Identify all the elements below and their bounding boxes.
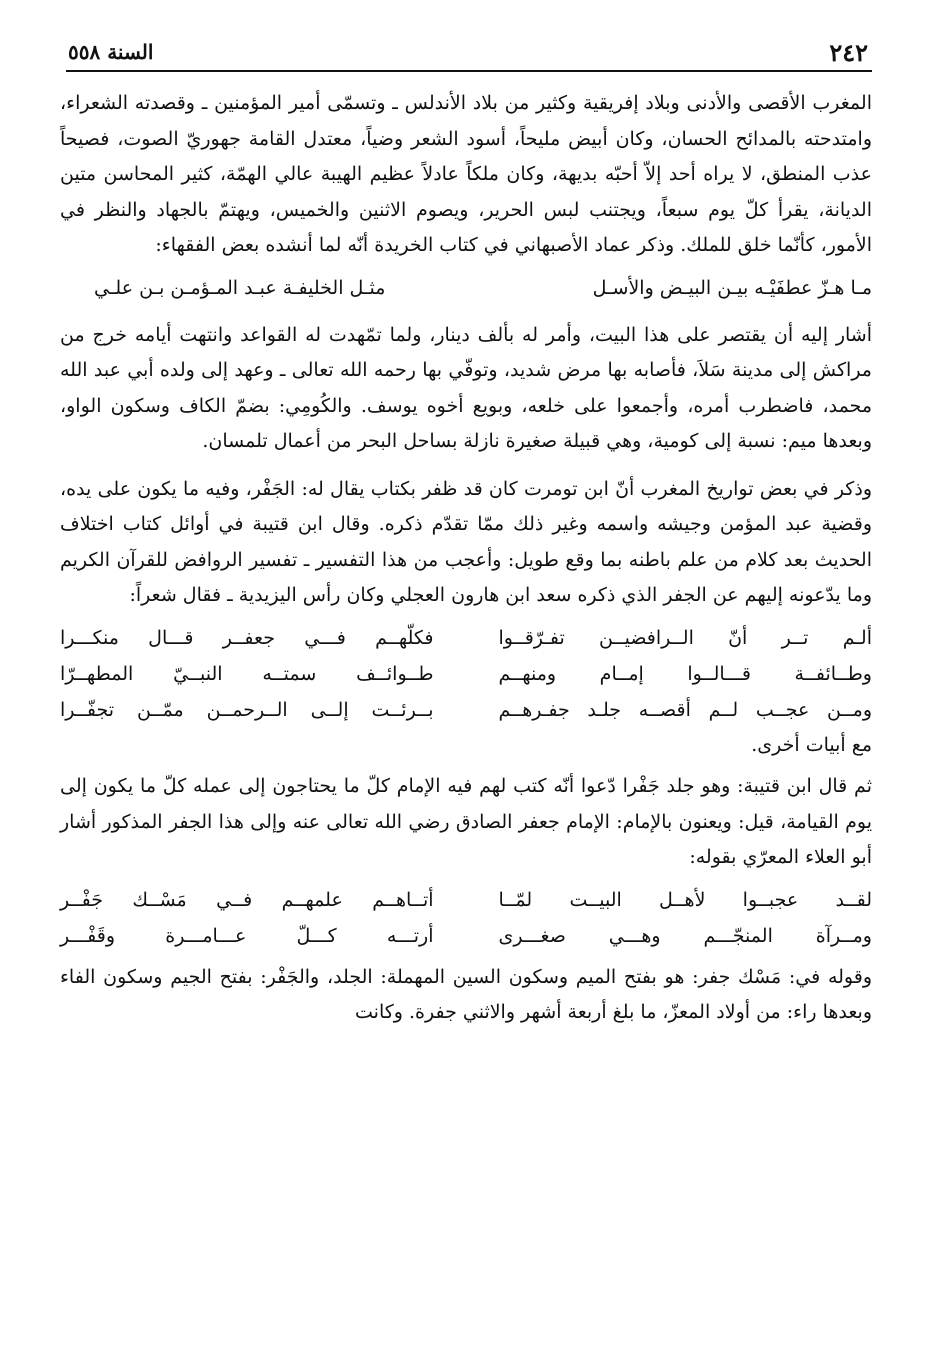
verse-line: [60, 882, 872, 918]
verse-line: [60, 918, 872, 954]
verse-first-hemistich: ومــرآة المنجّـــم وهـــي صغـــرى: [498, 924, 872, 947]
verse-line: [60, 656, 872, 692]
verse-second-hemistich: أتــاهــم علمهــم فــي مَسْــك جَفْــر: [60, 888, 434, 911]
page-header: [66, 36, 872, 72]
verse-line: [60, 620, 872, 656]
year-label: السنة ٥٥٨: [68, 40, 154, 64]
trailing-note: مع أبيات أخرى.: [751, 733, 872, 756]
verse-second-hemistich: طــوائــف سمتــه النبــيّ المطهــرّا: [60, 662, 434, 685]
verse-second-hemistich: فكلّهــم فـــي جعفــر قـــال منكـــرا: [60, 626, 434, 649]
verse-first-hemistich: ومــن عجــب لــم أقصــه جلـد جفـرهــم: [498, 698, 872, 721]
paragraph: وقوله في: مَسْك جفر: هو بفتح الميم وسكون السين المهملة: الجلد، والجَفْر: بفتح الجيم وسكون الفاء وبعدها راء: من أولاد المعزّ، ما بلغ أربعة أشهر والاثني جفرة. وكانت: [60, 965, 872, 1023]
verse-second-hemistich: مثـل الخليفـة عبـد المـؤمـن بـن علـي: [94, 276, 386, 299]
paragraph: أشار إليه أن يقتصر على هذا البيت، وأمر له بألف دينار، ولما تمّهدت له القواعد وانتهت أيامه خرج من مراكش إلى مدينة سَلاَ، فأصابه بها مرض شديد، وتوفّي بها رحمه الله تعالى ـ وعهد إلى ولده أبي عبد الله محمد، فاضطرب أمره، وأجمعوا على خلعه، وبويع أخوه يوسف. والكُومِي: بضمّ الكاف وسكون الواو، وبعدها ميم: نسبة إلى كومية، وهي قبيلة صغيرة نازلة بساحل البحر من أعمال تلمسان.: [60, 323, 872, 452]
verse-second-hemistich: بــرئــت إلــى الــرحمــن ممّــن تجفّــرا: [60, 698, 434, 721]
verse-first-hemistich: وطــائفــة قـــالــوا إمــام ومنهــم: [498, 662, 872, 685]
paragraph: ثم قال ابن قتيبة: وهو جلد جَفْرا دّعوا أنّه كتب لهم فيه الإمام كلّ ما يحتاجون إلى عمله كلّ ما يكون إلى يوم القيامة، قيل: ويعنون بالإمام: الإمام جعفر الصادق رضي الله تعالى عنه وإلى هذا الجفر المذكور أشار أبو العلاء المعرّي بقوله:: [60, 775, 872, 868]
verse-first-hemistich: ألـم تــر أنّ الــرافضيــن تفـرّقــوا: [498, 626, 872, 649]
page-number: ٢٤٢: [829, 38, 868, 67]
verse-second-hemistich: أرتـــه كـــلّ عـــامـــرة وقَفْـــر: [60, 924, 434, 947]
verse-first-hemistich: مـا هـزّ عطفَيْـه بيـن البيـض والأسـل: [592, 276, 872, 299]
verse-line: [60, 692, 872, 728]
paragraph: المغرب الأقصى والأدنى وبلاد إفريقية وكثير من بلاد الأندلس ـ وتسمّى أمير المؤمنين ـ وقصدته الشعراء، وامتدحته بالمدائح الحسان، وكان أبيض مليحاً، أسود الشعر وضياً، معتدل القامة جهوريّ الصوت، فصيحاً عذب المنطق، لا يراه أحد إلاّ أحبّه بديهة، وكان ملكاً عادلاً عظيم الهيبة عالي الهمّة، كثير المحاسن متين الديانة، يقرأ كلّ يوم سبعاً، ويجتنب لبس الحرير، ويصوم الاثنين والخميس، ويهتمّ بالجهاد والنظر في الأمور، كأنّما خلق للملك. وذكر عماد الأصبهاني في كتاب الخريدة أنّه لما أنشده بعض الفقهاء:: [60, 92, 872, 256]
paragraph: وذكر في بعض تواريخ المغرب أنّ ابن تومرت كان قد ظفر بكتاب يقال له: الجَفْر، وفيه ما يكون على يده، وقضية عبد المؤمن وجيشه واسمه وغير ذلك ممّا تقدّم ذكره. وقال ابن قتيبة في أوائل كتاب اختلاف الحديث بعد كلام من علم باطنه بما وقع طويل: وأعجب من هذا التفسير ـ تفسير الروافض للقرآن الكريم وما يدّعونه إليهم عن الجفر الذي ذكره سعد ابن هارون العجلي وكان رأس اليزيدية ـ فقال شعراً:: [60, 477, 872, 606]
verse-line: [60, 270, 872, 306]
verse-first-hemistich: لقــد عجبــوا لأهــل البيــت لمّــا: [498, 888, 872, 911]
page-body: [60, 86, 872, 1031]
